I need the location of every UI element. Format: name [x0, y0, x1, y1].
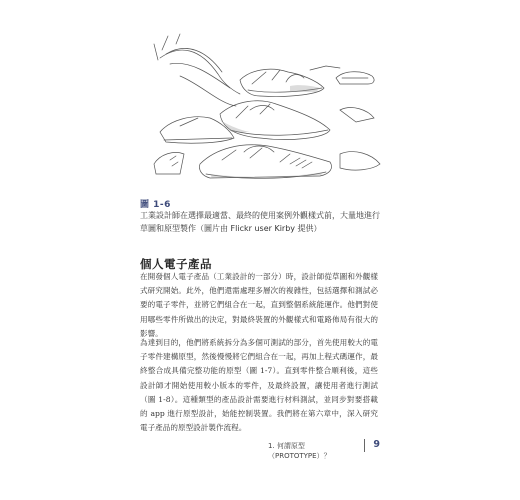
shoe-sketches-figure: [140, 14, 390, 192]
figure-caption: 工業設計師在選擇最適當、最終的使用案例外觀樣式前，大量地進行草圖和原型製作（圖片由 Flickr user Kirby 提供）: [140, 211, 380, 233]
page-footer: [268, 439, 380, 460]
figure-label: 圖 1-6: [140, 200, 171, 210]
running-title: 1. 何謂原型（PROTOTYPE）？: [268, 442, 331, 460]
body-paragraph-2: 為達到目的，他們將系統拆分為多個可測試的部分，首先使用較大的電子零件建構原型，然後慢慢將它們組合在一起，再加上程式碼運作，最終整合成具備完整功能的原型（圖 1-7）。直到零件整合順利後，這些設計師才開始使用較小版本的零件，及最終設置，讓使用者進行測試（圖 1-8）。這種類型的產品設計需要進行材料測試，並同步對要搭載的 app 進行原型設計，始能控制裝置。我們將在第六章中，深入研究電子產品的原型設計製作流程。: [140, 338, 378, 433]
section-heading: 個人電子產品: [140, 257, 212, 271]
page-number: 9: [373, 439, 380, 450]
footer-divider: [364, 439, 365, 452]
body-paragraph-1: 在開發個人電子產品（工業設計的一部分）時，設計師從草圖和外觀樣式研究開始。此外，他們還需處理多層次的複雜性，包括選擇和測試必要的電子零件，並將它們組合在一起，直到整個系統能運作。他們對使用哪些零件所做出的決定，對最終裝置的外觀樣式和電路佈局有很大的影響。: [140, 272, 378, 338]
shoe-sketches-illustration: [140, 14, 390, 192]
